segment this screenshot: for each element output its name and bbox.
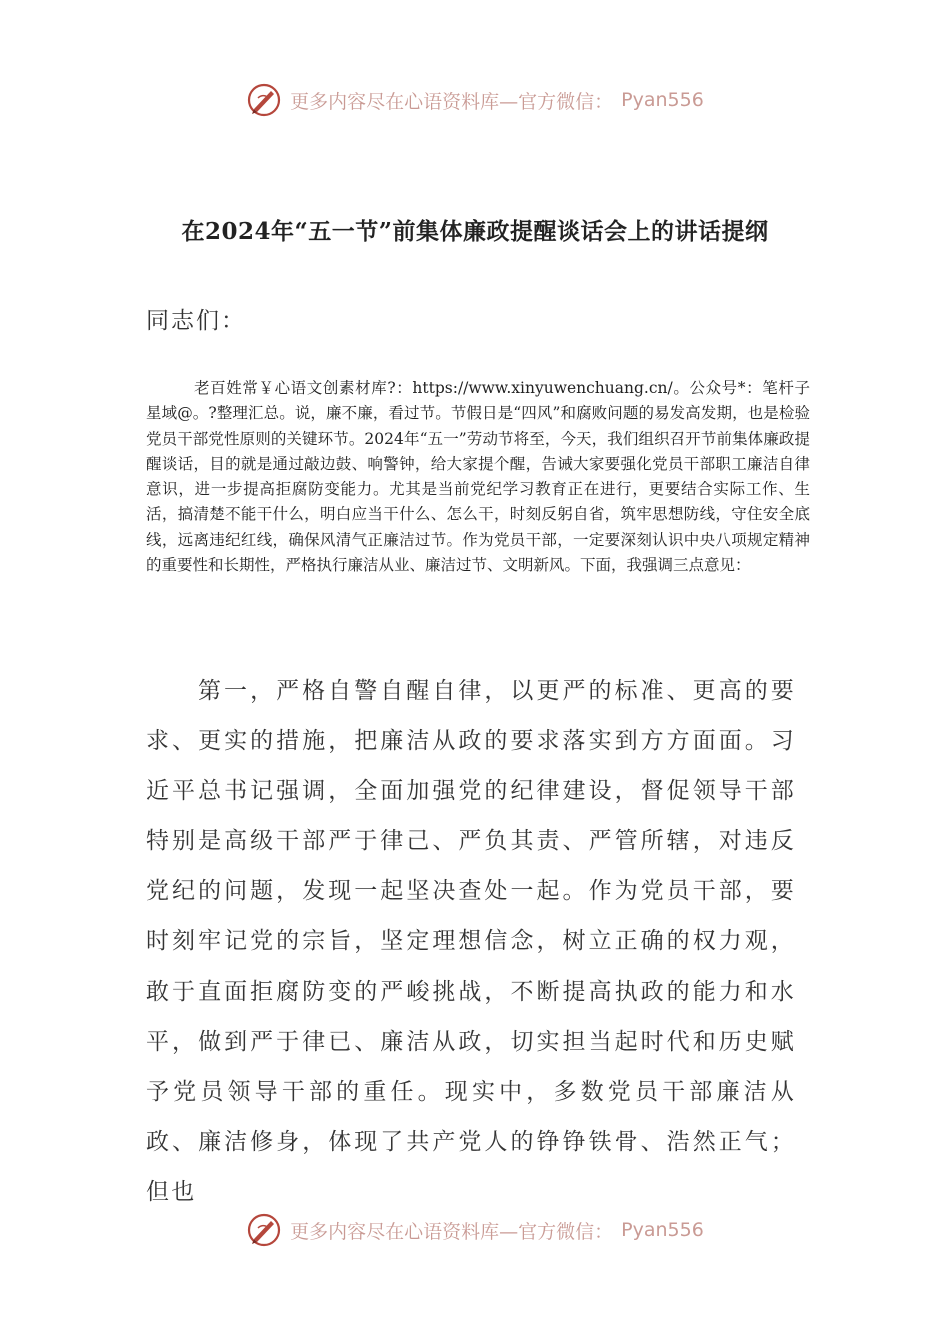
- watermark-text: 更多内容尽在心语资料库—官方微信：: [290, 90, 614, 113]
- watermark-text: 更多内容尽在心语资料库—官方微信：: [290, 1220, 614, 1243]
- watermark-wechat-id: Pyan556: [621, 89, 704, 111]
- pen-seal-icon: [246, 82, 282, 118]
- watermark-banner-bottom: [0, 1212, 950, 1248]
- document-title: 在2024年“五一节”前集体廉政提醒谈话会上的讲话提纲: [181, 218, 769, 245]
- body-paragraph-1: 第一，严格自警自醒自律，以更严的标准、更高的要求、更实的措施，把廉洁从政的要求落实到方方面面。习近平总书记强调，全面加强党的纪律建设，督促领导干部特别是高级干部严于律己、严负其责、严管所辖，对违反党纪的问题，发现一起坚决查处一起。作为党员干部，要时刻牢记党的宗旨，坚定理想信念，树立正确的权力观，敢于直面拒腐防变的严峻挑战，不断提高执政的能力和水平，做到严于律已、廉洁从政，切实担当起时代和历史赋予党员领导干部的重任。现实中，多数党员干部廉洁从政、廉洁修身，体现了共产党人的铮铮铁骨、浩然正气；但也: [146, 678, 796, 1205]
- watermark-wechat-id: Pyan556: [621, 1219, 704, 1241]
- intro-paragraph: 老百姓常￥心语文创素材库?：https://www.xinyuwenchuang.cn/。公众号*：笔杆子星域@。?整理汇总。说，廉不廉，看过节。节假日是“四风”和腐败问题的易发高发期，也是检验党员干部党性原则的关键环节。2024年“五一”劳动节将至，今天，我们组织召开节前集体廉政提醒谈话，目的就是通过敲边鼓、响警钟，给大家提个醒，告诫大家要强化党员干部职工廉洁自律意识，进一步提高拒腐防变能力。尤其是当前党纪学习教育正在进行，更要结合实际工作、生活，搞清楚不能干什么，明白应当干什么、怎么干，时刻反躬自省，筑牢思想防线，守住安全底线，远离违纪红线，确保风清气正廉洁过节。作为党员干部，一定要深刻认识中央八项规定精神的重要性和长期性，严格执行廉洁从业、廉洁过节、文明新风。下面，我强调三点意见：: [146, 379, 810, 575]
- pen-seal-icon: [246, 1212, 282, 1248]
- greeting: 同志们：: [146, 308, 246, 334]
- watermark-banner-top: [0, 82, 950, 118]
